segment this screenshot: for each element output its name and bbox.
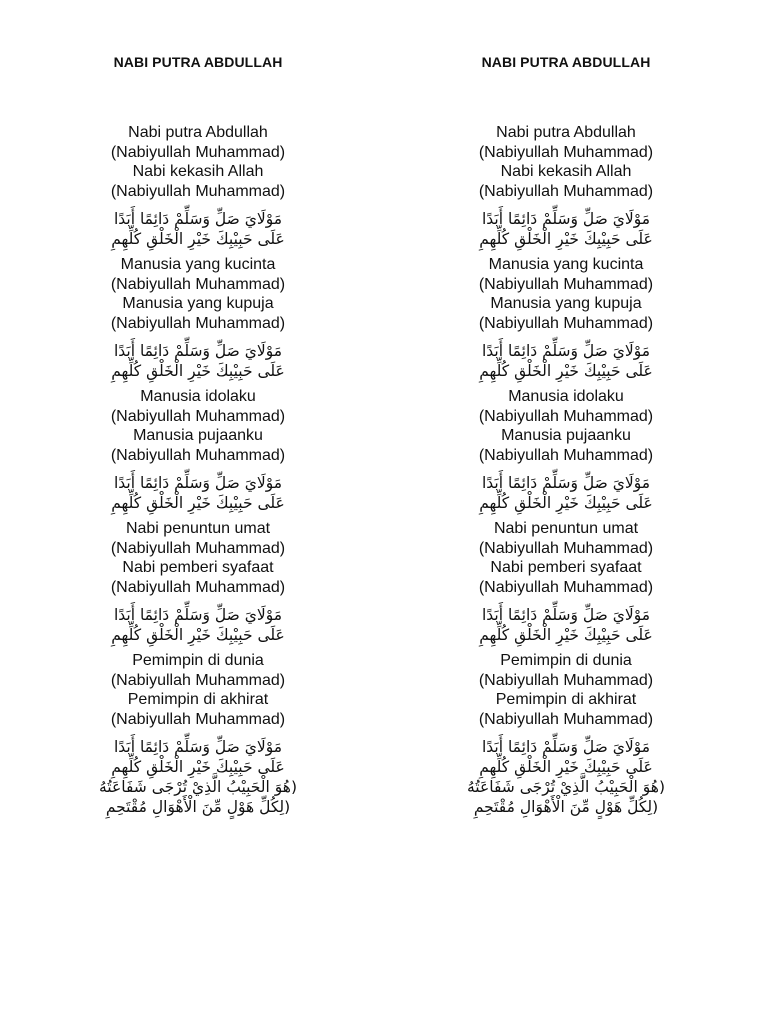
lyric-line: (Nabiyullah Muhammad) bbox=[110, 407, 286, 425]
arabic-line: عَلَى حَبِيْبِكَ خَيْرِ الْخَلْقِ كُلِّهِمِ bbox=[111, 362, 285, 380]
lyric-line: Pemimpin di akhirat bbox=[127, 691, 269, 708]
right-column bbox=[416, 52, 716, 823]
lyric-line: (Nabiyullah Muhammad) bbox=[110, 671, 286, 689]
lyric-line: Manusia yang kupuja bbox=[490, 295, 642, 312]
lyric-line: Manusia idolaku bbox=[508, 388, 624, 405]
lyric-line: Nabi pemberi syafaat bbox=[122, 559, 274, 576]
arabic-line: عَلَى حَبِيْبِكَ خَيْرِ الْخَلْقِ كُلِّهِمِ bbox=[479, 362, 653, 380]
arabic-line: عَلَى حَبِيْبِكَ خَيْرِ الْخَلْقِ كُلِّهِمِ bbox=[479, 494, 653, 512]
lyric-line: Nabi kekasih Allah bbox=[132, 163, 264, 180]
lyric-line: Nabi putra Abdullah bbox=[496, 124, 636, 141]
stanza bbox=[416, 255, 716, 381]
arabic-line: عَلَى حَبِيْبِكَ خَيْرِ الْخَلْقِ كُلِّهِمِ bbox=[111, 626, 285, 644]
left-column bbox=[48, 52, 348, 823]
lyric-line: Manusia yang kucinta bbox=[120, 256, 276, 273]
arabic-line: (هُوَ الْحَبِيْبُ الَّذِيْ تُرْجَى شَفَاعَتُهُ bbox=[467, 778, 665, 796]
arabic-verse bbox=[416, 209, 716, 249]
lyric-line: (Nabiyullah Muhammad) bbox=[110, 539, 286, 557]
stanza bbox=[416, 651, 716, 817]
arabic-verse bbox=[416, 605, 716, 645]
stanza bbox=[416, 123, 716, 249]
lyric-line: (Nabiyullah Muhammad) bbox=[110, 710, 286, 728]
lyric-line: (Nabiyullah Muhammad) bbox=[478, 710, 654, 728]
lyric-line: (Nabiyullah Muhammad) bbox=[110, 275, 286, 293]
arabic-line: مَوْلَايَ صَلِّ وَسَلِّمْ دَائِمًا أَبَدًا bbox=[113, 210, 283, 228]
lyric-line: Manusia yang kupuja bbox=[122, 295, 274, 312]
lyric-line: (Nabiyullah Muhammad) bbox=[110, 446, 286, 464]
lyric-line: Nabi penuntun umat bbox=[125, 520, 271, 537]
lyric-line: (Nabiyullah Muhammad) bbox=[478, 182, 654, 200]
arabic-line: مَوْلَايَ صَلِّ وَسَلِّمْ دَائِمًا أَبَدًا bbox=[113, 606, 283, 624]
lyric-line: Nabi kekasih Allah bbox=[500, 163, 632, 180]
stanza bbox=[48, 123, 348, 249]
arabic-verse bbox=[416, 341, 716, 381]
arabic-line: عَلَى حَبِيْبِكَ خَيْرِ الْخَلْقِ كُلِّهِمِ bbox=[111, 494, 285, 512]
arabic-verse bbox=[416, 737, 716, 817]
lyric-line: Manusia pujaanku bbox=[133, 427, 263, 444]
lyric-line: (Nabiyullah Muhammad) bbox=[110, 314, 286, 332]
lyric-line: (Nabiyullah Muhammad) bbox=[478, 671, 654, 689]
arabic-line: مَوْلَايَ صَلِّ وَسَلِّمْ دَائِمًا أَبَدًا bbox=[481, 342, 651, 360]
stanza bbox=[416, 519, 716, 645]
arabic-line: عَلَى حَبِيْبِكَ خَيْرِ الْخَلْقِ كُلِّهِمِ bbox=[479, 230, 653, 248]
lyric-line: (Nabiyullah Muhammad) bbox=[110, 143, 286, 161]
lyric-line: Manusia idolaku bbox=[140, 388, 256, 405]
lyric-line: (Nabiyullah Muhammad) bbox=[478, 143, 654, 161]
lyric-line: (Nabiyullah Muhammad) bbox=[478, 407, 654, 425]
arabic-line: عَلَى حَبِيْبِكَ خَيْرِ الْخَلْقِ كُلِّهِمِ bbox=[111, 230, 285, 248]
stanza bbox=[416, 387, 716, 513]
lyric-line: Pemimpin di akhirat bbox=[495, 691, 637, 708]
lyric-line: Nabi putra Abdullah bbox=[128, 124, 268, 141]
lyric-line: (Nabiyullah Muhammad) bbox=[478, 275, 654, 293]
arabic-verse bbox=[48, 737, 348, 817]
arabic-line: عَلَى حَبِيْبِكَ خَيْرِ الْخَلْقِ كُلِّهِمِ bbox=[479, 758, 653, 776]
arabic-verse bbox=[48, 605, 348, 645]
arabic-line: مَوْلَايَ صَلِّ وَسَلِّمْ دَائِمًا أَبَدًا bbox=[113, 342, 283, 360]
lyric-line: Manusia pujaanku bbox=[501, 427, 631, 444]
arabic-line: مَوْلَايَ صَلِّ وَسَلِّمْ دَائِمًا أَبَدًا bbox=[481, 210, 651, 228]
arabic-line: مَوْلَايَ صَلِّ وَسَلِّمْ دَائِمًا أَبَدًا bbox=[481, 738, 651, 756]
lyric-line: (Nabiyullah Muhammad) bbox=[110, 182, 286, 200]
stanza bbox=[48, 651, 348, 817]
lyric-line: (Nabiyullah Muhammad) bbox=[478, 314, 654, 332]
arabic-verse bbox=[48, 341, 348, 381]
arabic-verse bbox=[48, 209, 348, 249]
arabic-line: مَوْلَايَ صَلِّ وَسَلِّمْ دَائِمًا أَبَدًا bbox=[113, 738, 283, 756]
stanza bbox=[48, 387, 348, 513]
arabic-line: عَلَى حَبِيْبِكَ خَيْرِ الْخَلْقِ كُلِّهِمِ bbox=[479, 626, 653, 644]
arabic-line: عَلَى حَبِيْبِكَ خَيْرِ الْخَلْقِ كُلِّهِمِ bbox=[111, 758, 285, 776]
lyric-line: (Nabiyullah Muhammad) bbox=[478, 578, 654, 596]
lyric-line: Pemimpin di dunia bbox=[500, 652, 632, 669]
arabic-line: مَوْلَايَ صَلِّ وَسَلِّمْ دَائِمًا أَبَدًا bbox=[481, 474, 651, 492]
page-title: NABI PUTRA ABDULLAH bbox=[113, 54, 283, 70]
lyric-line: (Nabiyullah Muhammad) bbox=[478, 539, 654, 557]
page-title: NABI PUTRA ABDULLAH bbox=[481, 54, 651, 70]
stanza bbox=[48, 519, 348, 645]
arabic-verse bbox=[416, 473, 716, 513]
stanza bbox=[48, 255, 348, 381]
lyric-line: (Nabiyullah Muhammad) bbox=[478, 446, 654, 464]
stanza-list bbox=[416, 123, 716, 817]
lyric-line: (Nabiyullah Muhammad) bbox=[110, 578, 286, 596]
arabic-line: مَوْلَايَ صَلِّ وَسَلِّمْ دَائِمًا أَبَدًا bbox=[113, 474, 283, 492]
lyric-line: Manusia yang kucinta bbox=[488, 256, 644, 273]
arabic-line: (لِكُلِّ هَوْلٍ مِّنَ الْأَهْوَالِ مُقْتَحِمِ bbox=[473, 798, 659, 816]
stanza-list bbox=[48, 123, 348, 817]
lyric-line: Pemimpin di dunia bbox=[132, 652, 264, 669]
arabic-line: (هُوَ الْحَبِيْبُ الَّذِيْ تُرْجَى شَفَاعَتُهُ bbox=[99, 778, 297, 796]
lyric-line: Nabi penuntun umat bbox=[493, 520, 639, 537]
arabic-line: (لِكُلِّ هَوْلٍ مِّنَ الْأَهْوَالِ مُقْتَحِمِ bbox=[105, 798, 291, 816]
lyric-line: Nabi pemberi syafaat bbox=[490, 559, 642, 576]
arabic-verse bbox=[48, 473, 348, 513]
arabic-line: مَوْلَايَ صَلِّ وَسَلِّمْ دَائِمًا أَبَدًا bbox=[481, 606, 651, 624]
